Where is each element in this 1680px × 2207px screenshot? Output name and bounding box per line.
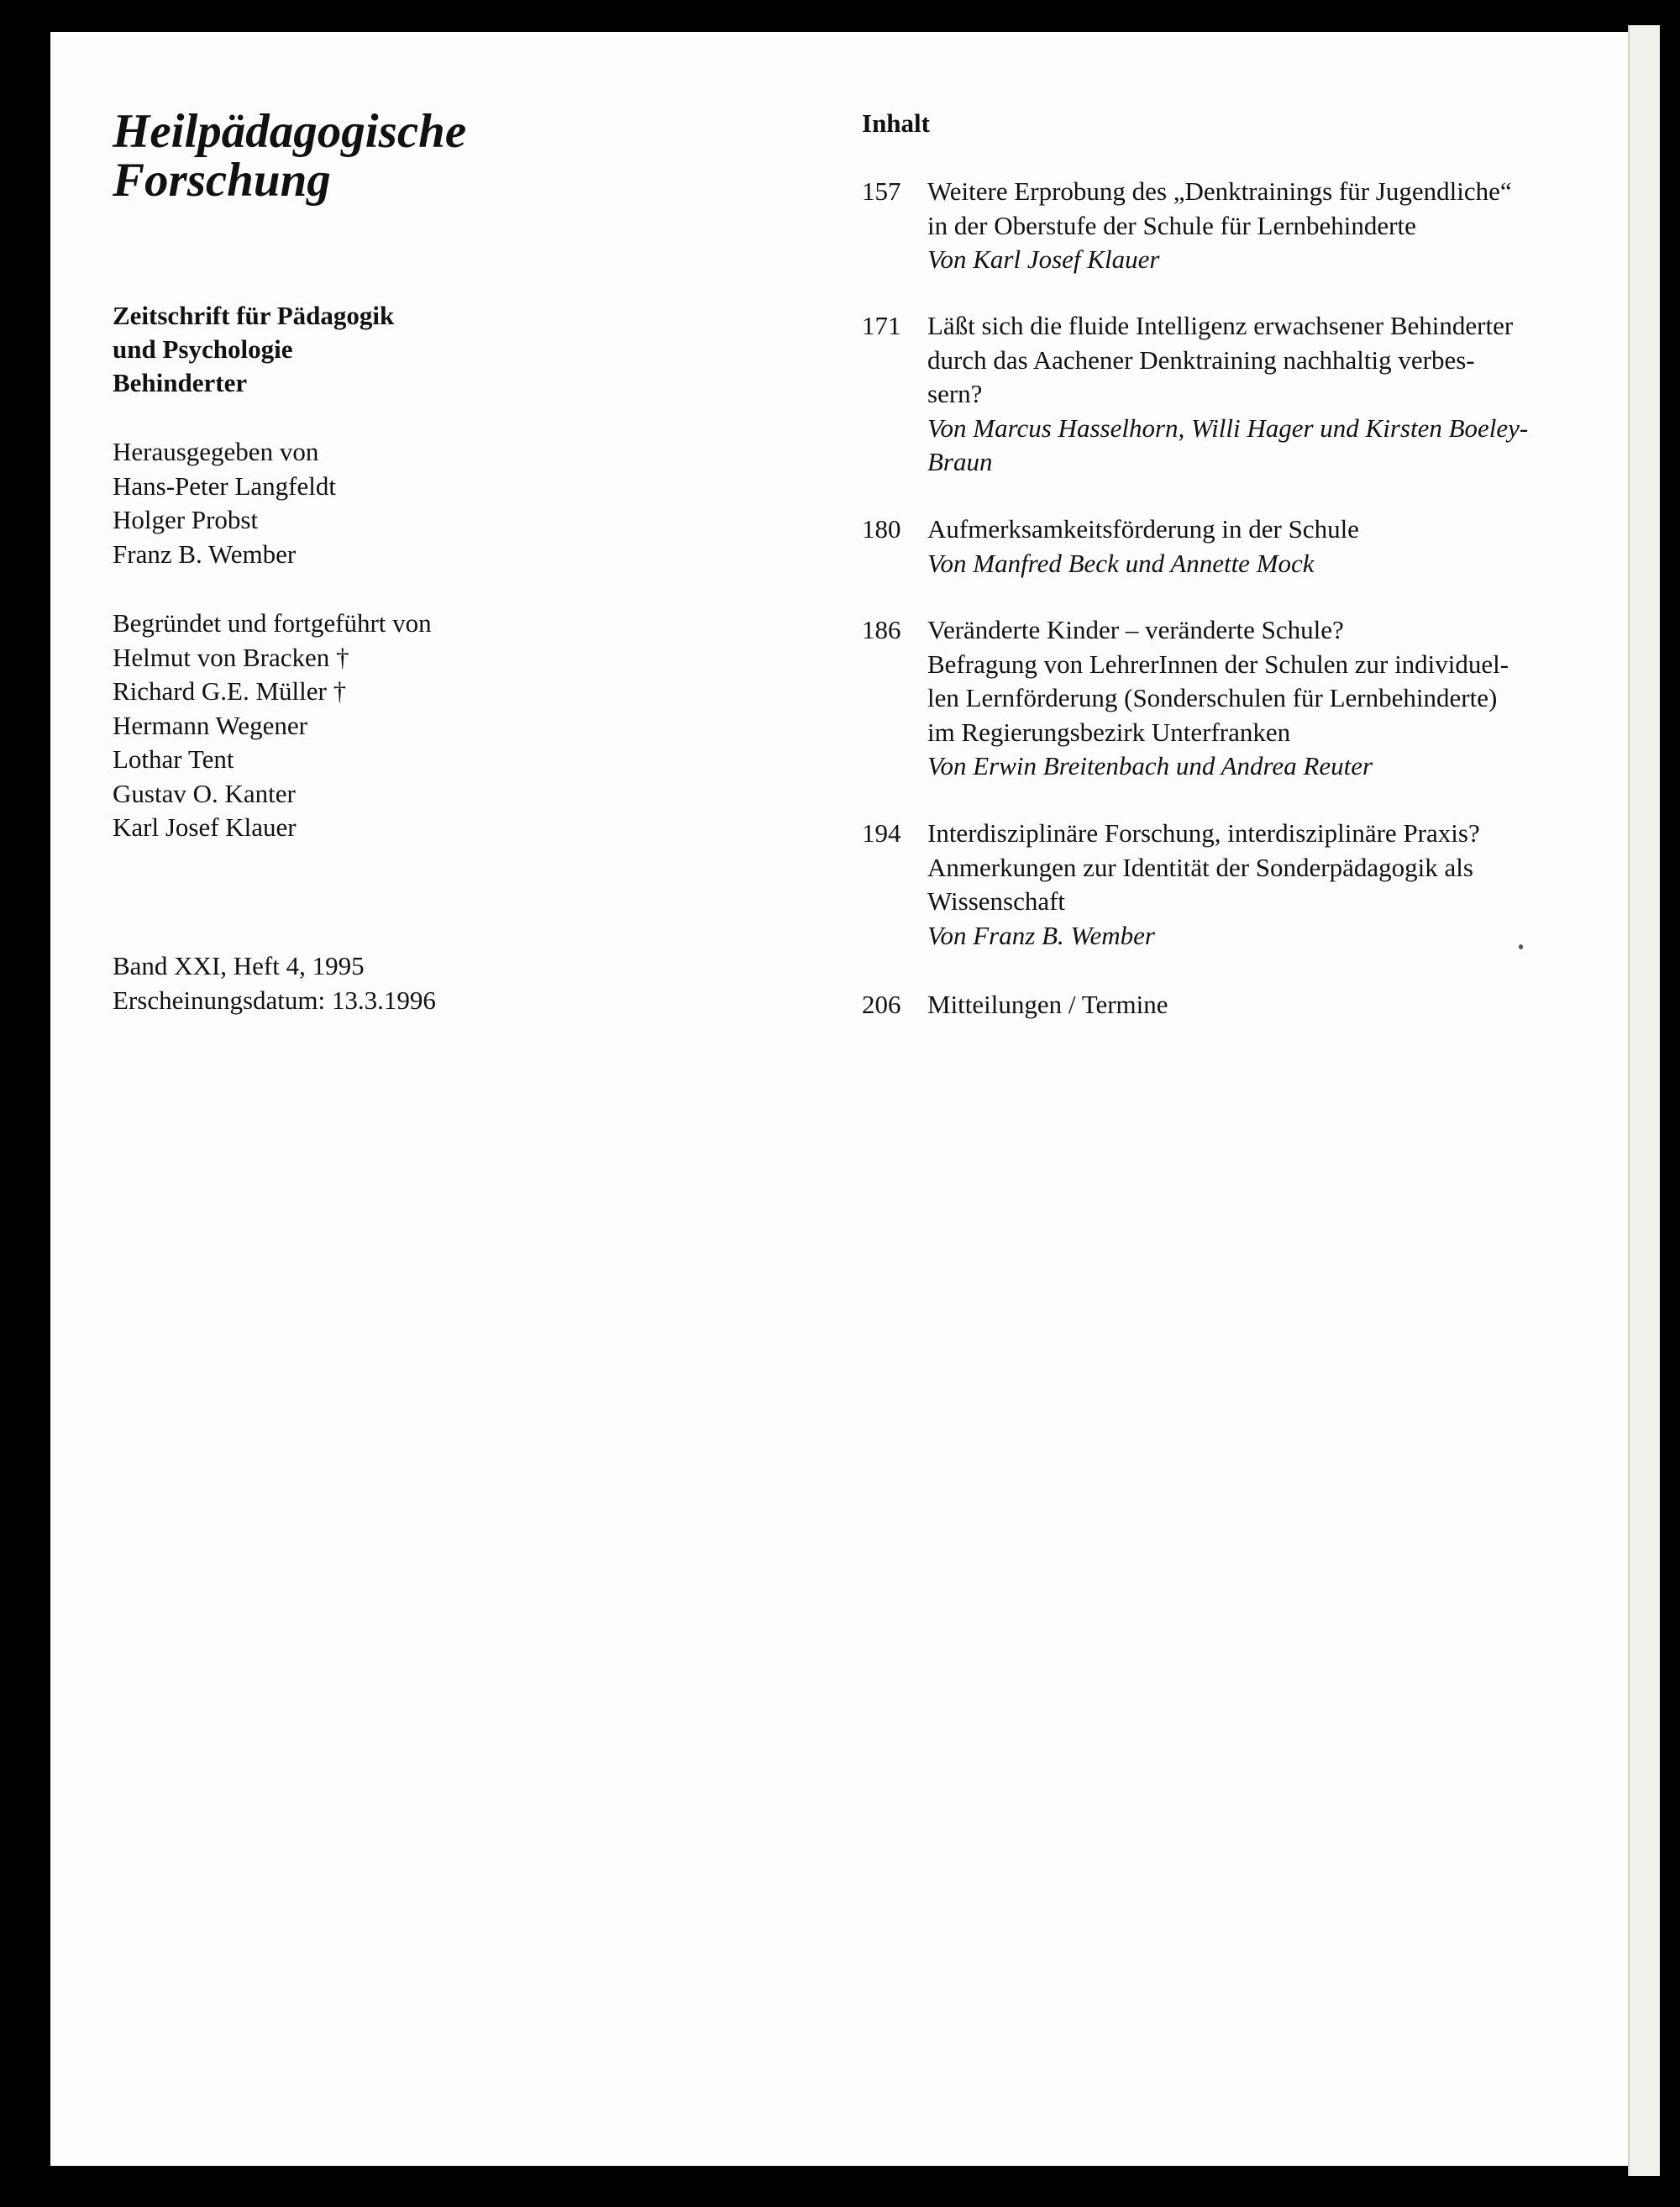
toc-title-line: Läßt sich die fluide Intelligenz erwachsener Behinderter <box>927 311 1514 340</box>
editor-name: Holger Probst <box>113 505 259 534</box>
toc-title-line: len Lernförderung (Sonderschulen für Lernbehinderte) <box>927 683 1498 712</box>
founder-name: Lothar Tent <box>113 744 234 774</box>
toc-heading: Inhalt <box>862 108 930 138</box>
volume-issue: Band XXI, Heft 4, 1995 <box>113 951 365 980</box>
toc-entry-text <box>927 175 1574 277</box>
toc-title-line: Aufmerksamkeitsförderung in der Schule <box>927 514 1359 544</box>
toc-title-line: Weitere Erprobung des „Denktrainings für Jugendliche“ <box>927 176 1512 206</box>
toc-title-line: Mitteilungen / Termine <box>927 990 1168 1019</box>
toc-authors: Von Marcus Hasselhorn, Willi Hager und Kirsten Boeley- <box>927 412 1529 443</box>
toc-page-number: 206 <box>862 990 901 1019</box>
toc-title-line: im Regierungsbezirk Unterfranken <box>927 717 1291 747</box>
toc-entry[interactable] <box>862 817 1551 955</box>
founder-name: Karl Josef Klauer <box>113 812 297 842</box>
founder-name: Helmut von Bracken † <box>113 642 349 672</box>
toc-title-line: in der Oberstufe der Schule für Lernbehinderte <box>927 210 1416 240</box>
toc-page-number: 186 <box>862 615 901 644</box>
founder-name: Richard G.E. Müller † <box>113 676 347 706</box>
founders-block <box>113 607 432 845</box>
toc-page-number: 171 <box>862 311 901 340</box>
toc-entry[interactable] <box>862 512 1551 584</box>
print-speck <box>1519 944 1523 949</box>
toc-entry-text <box>927 309 1574 480</box>
toc-entry-text <box>927 512 1574 581</box>
toc-entry-text <box>927 988 1574 1022</box>
toc-title-line: Befragung von LehrerInnen der Schulen zur individuel- <box>927 649 1509 679</box>
toc-authors: Von Erwin Breitenbach und Andrea Reuter <box>927 751 1373 780</box>
toc-title-line: Veränderte Kinder – veränderte Schule? <box>927 615 1344 644</box>
issue-info <box>113 949 436 1017</box>
editor-name: Hans-Peter Langfeldt <box>113 470 336 501</box>
toc-page-number: 157 <box>862 176 901 206</box>
editor-name: Franz B. Wember <box>113 539 297 569</box>
toc-authors: Von Franz B. Wember <box>927 920 1155 950</box>
subtitle-line: Behinderter <box>113 368 248 397</box>
editors-label: Herausgegeben von <box>113 437 319 466</box>
toc-title-line: durch das Aachener Denktraining nachhaltig verbes- <box>927 344 1475 375</box>
subtitle-line: Zeitschrift für Pädagogik <box>113 301 395 330</box>
publication-date: Erscheinungsdatum: 13.3.1996 <box>113 985 436 1015</box>
toc-title-line: Anmerkungen zur Identität der Sonderpädagogik als <box>927 852 1473 882</box>
journal-title-line: Heilpädagogische <box>113 105 467 158</box>
toc-title-line: Wissenschaft <box>927 886 1066 916</box>
toc-entry[interactable] <box>862 309 1551 481</box>
toc-entry[interactable] <box>862 175 1551 280</box>
founders-label: Begründet und fortgeführt von <box>113 608 432 638</box>
toc-page-number: 180 <box>862 514 901 544</box>
founder-name: Hermann Wegener <box>113 710 307 740</box>
toc-authors: Von Manfred Beck und Annette Mock <box>927 548 1315 578</box>
page-edge <box>1628 25 1660 2176</box>
toc-entry[interactable] <box>862 988 1551 1026</box>
editors-block <box>113 435 336 571</box>
toc-title-line: sern? <box>927 379 983 408</box>
journal-title <box>113 105 467 207</box>
subtitle-line: und Psychologie <box>113 334 293 364</box>
toc-entry[interactable] <box>862 613 1551 786</box>
toc-entry-text <box>927 817 1574 953</box>
journal-subtitle <box>113 299 394 400</box>
toc-authors: Von Karl Josef Klauer <box>927 244 1160 274</box>
toc-page-number: 194 <box>862 818 901 848</box>
toc-authors: Braun <box>927 447 993 476</box>
journal-title-line: Forschung <box>113 154 331 207</box>
founder-name: Gustav O. Kanter <box>113 778 296 808</box>
toc-title-line: Interdisziplinäre Forschung, interdisziplinäre Praxis? <box>927 818 1480 848</box>
toc-entry-text <box>927 613 1574 784</box>
